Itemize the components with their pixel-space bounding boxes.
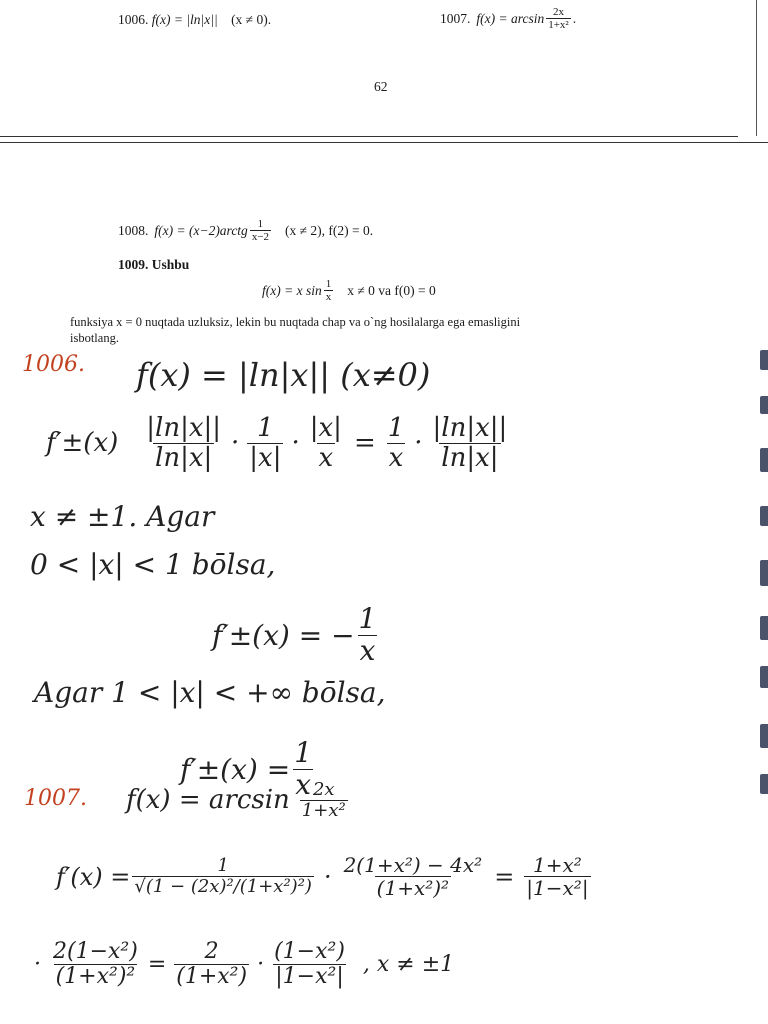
fraction <box>386 414 407 472</box>
equals: = <box>353 428 376 459</box>
fraction-denominator: ln|x| <box>441 442 499 473</box>
fraction <box>132 856 314 897</box>
fraction-numerator: (1−x²) <box>274 939 345 964</box>
function-expression: f(x) = |ln|x|| <box>151 12 218 27</box>
fraction-numerator: 1+x² <box>533 853 582 877</box>
handwritten-eq-8 <box>126 780 350 821</box>
fraction-numerator: 2(1+x²) − 4x² <box>343 853 483 877</box>
fraction <box>174 940 249 989</box>
problem-number: 1006. <box>118 12 149 27</box>
fraction-numerator: 1 <box>387 413 405 443</box>
handwritten-eq-2: f′±(x) $\frac{|\ln|x||}{\ln|x|}$ · $\frac{1}{|x|}$ · $\frac{|x|}{x}$ = $\frac{1}{x}$ · $\frac{|\ln|x||}{\ln|x|}$ <box>46 413 508 473</box>
fraction-denominator: 1+x² <box>548 19 569 32</box>
page-edge <box>756 0 768 136</box>
fraction-numerator: |ln|x|| <box>146 413 222 443</box>
fraction-denominator: ln|x| <box>155 442 213 473</box>
problem-1009-title: 1009. Ushbu <box>118 257 190 272</box>
handwritten-label-1006: 1006. <box>22 352 85 377</box>
fraction-denominator: x <box>318 442 334 473</box>
page-bottom-rule <box>0 136 738 137</box>
fraction <box>300 780 348 821</box>
fraction-numerator: 1 <box>257 413 274 443</box>
fraction <box>144 414 223 472</box>
lhs: f′±(x) <box>46 428 119 459</box>
handwritten-line-4: 0 < |x| < 1 bōlsa, <box>30 548 276 581</box>
scan-artifact <box>760 774 768 794</box>
fraction <box>272 940 347 989</box>
text-line: isbotlang. <box>70 331 119 345</box>
fraction <box>342 854 485 899</box>
fraction-numerator: 2 <box>204 939 219 964</box>
fraction <box>524 854 590 899</box>
fraction-numerator: 2x <box>552 6 564 18</box>
fraction-denominator: |1−x²| <box>275 964 344 990</box>
fraction-denominator: (1+x²)² <box>376 876 450 900</box>
page-divider <box>0 142 768 143</box>
fraction-denominator: (1+x²)² <box>55 964 136 990</box>
condition: , x ≠ ±1 <box>362 952 455 978</box>
fraction-numerator: 2x <box>312 779 335 800</box>
function-prefix: f(x) = arcsin <box>476 10 545 26</box>
fraction <box>250 218 271 243</box>
tail: . <box>572 10 577 26</box>
handwritten-line-3: x ≠ ±1. Agar <box>30 500 215 533</box>
condition: x ≠ 0 va f(0) = 0 <box>347 282 436 298</box>
fraction-numerator: 1 <box>257 218 264 230</box>
fraction-numerator: |x| <box>309 413 342 443</box>
problem-1008 <box>118 218 373 243</box>
fraction-denominator: x <box>359 633 376 667</box>
equals: = <box>494 862 515 891</box>
function-prefix: f(x) = arcsin <box>126 785 290 816</box>
problem-1006 <box>118 12 271 28</box>
fraction-denominator: |x| <box>249 442 282 473</box>
handwritten-eq-5 <box>212 604 380 667</box>
fraction-denominator: (1+x²) <box>176 964 248 990</box>
scan-artifact <box>760 724 768 748</box>
fraction-numerator: 1 <box>358 602 377 635</box>
condition: (x ≠ 2), f(2) = 0. <box>285 222 374 238</box>
scan-artifact <box>760 448 768 472</box>
scan-artifact <box>760 396 768 414</box>
problem-number: 1008. <box>118 222 149 238</box>
handwritten-eq-9: f′(x) = $\frac{1}{\text{√(1 − (2x)²/(1+x²)²)}}$ · $\frac{\text{2(1+x²) − 4x²}}{\text{(1+x²)²}}$ = $\frac{\text{1+x²}}{\text{|1−x²|}}$ <box>56 853 589 900</box>
fraction-denominator: √(1 − (2x)²/(1+x²)²) <box>134 876 312 897</box>
problem-1007 <box>440 6 576 31</box>
function-prefix: f(x) = x sin <box>262 282 322 298</box>
fraction-numerator: 1 <box>325 278 332 290</box>
problem-1009-function <box>262 278 436 303</box>
handwritten-line-6: Agar 1 < |x| < +∞ bōlsa, <box>34 676 386 709</box>
condition: (x ≠ 0). <box>231 12 272 27</box>
problem-number: 1007. <box>440 10 471 26</box>
scan-artifact <box>760 666 768 688</box>
fraction-denominator: x <box>325 291 332 304</box>
fraction-denominator: 1+x² <box>301 799 346 821</box>
fraction <box>51 940 140 989</box>
fraction <box>247 414 283 472</box>
handwritten-label-1007: 1007. <box>24 786 87 811</box>
page-number: 62 <box>374 79 388 94</box>
text-line: funksiya x = 0 nuqtada uzluksiz, lekin bu nuqtada chap va o`ng hosilalarga ega emasligini <box>70 315 521 329</box>
lhs: f′±(x) = − <box>212 618 355 652</box>
problem-1009-text <box>70 314 726 346</box>
scan-artifact <box>760 506 768 526</box>
scan-artifact <box>760 616 768 640</box>
scan-artifact <box>760 560 768 586</box>
fraction <box>324 278 334 303</box>
fraction-denominator: x <box>295 767 311 801</box>
fraction-denominator: x <box>388 442 404 473</box>
fraction <box>308 414 344 472</box>
scan-artifact <box>760 350 768 370</box>
equals: = <box>147 952 167 978</box>
lhs: f′(x) = <box>56 862 131 891</box>
fraction-numerator: |ln|x|| <box>432 413 508 443</box>
fraction <box>357 604 379 667</box>
fraction-numerator: 1 <box>217 855 229 877</box>
fraction <box>431 414 510 472</box>
handwritten-eq-1: f(x) = |ln|x|| (x≠0) <box>136 356 431 394</box>
fraction-denominator: |1−x²| <box>526 876 589 900</box>
lhs: f′±(x) = <box>180 752 291 786</box>
fraction-denominator: x−2 <box>251 231 270 244</box>
handwritten-eq-10: · $\frac{\text{2(1−x²)}}{\text{(1+x²)²}}$ = $\frac{2}{\text{(1+x²)}}$ · $\frac{\text{(1−x²)}}{\text{|1−x²|}}$ , x ≠ ±1 <box>34 939 455 990</box>
function-prefix: f(x) = (x−2)arctg <box>154 222 248 238</box>
fraction-numerator: 1 <box>294 736 313 769</box>
fraction-numerator: 2(1−x²) <box>53 939 138 964</box>
fraction <box>546 6 571 31</box>
